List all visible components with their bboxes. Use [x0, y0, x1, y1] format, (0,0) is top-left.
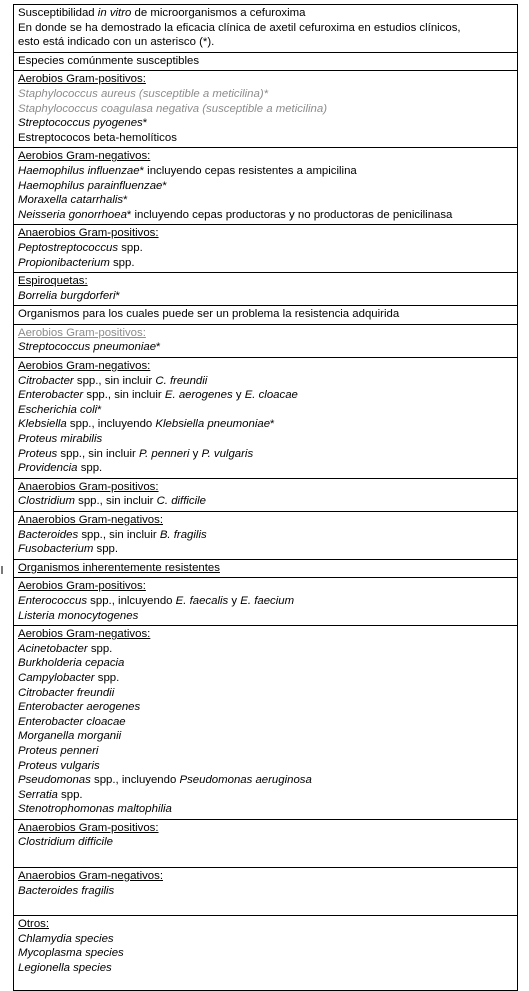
table-row [14, 916, 517, 990]
organism-name: Proteus vulgaris [18, 759, 100, 772]
table-line [18, 374, 514, 389]
organism-name: E. faecium [240, 594, 295, 607]
organism-name: Proteus penneri [18, 744, 99, 757]
section-heading: Aerobios Gram-positivos: [18, 326, 146, 339]
organism-name: Bacteroides fragilis [18, 884, 115, 897]
margin-change-bar [1, 566, 3, 574]
table-row [14, 626, 517, 820]
section-heading: Espiroquetas: [18, 275, 88, 288]
organism-name: Streptococcus pyogenes [18, 117, 143, 130]
text-run: * [97, 403, 102, 416]
organism-name: Fusobacterium [18, 543, 94, 556]
section-heading: Aerobios Gram-positivos: [18, 73, 146, 86]
table-line [18, 102, 514, 117]
table-line [18, 642, 514, 657]
section-heading: Organismos inherentemente resistentes [18, 561, 220, 574]
text-run: spp. [77, 462, 103, 475]
organism-name: Acinetobacter [18, 642, 88, 655]
table-row [14, 273, 517, 306]
table-line [18, 274, 514, 289]
table-row [14, 868, 517, 916]
table-line [18, 513, 514, 528]
table-line [18, 226, 514, 241]
text-run: spp., inlcuyendo [87, 594, 176, 607]
table-line [18, 884, 514, 899]
organism-name: B. fragilis [159, 528, 207, 541]
table-line [18, 289, 514, 304]
organism-name: Campylobacter [18, 671, 95, 684]
table-line [18, 359, 514, 374]
text-run: En donde se ha demostrado la eficacia clínica de axetil cefuroxima en estudios clínicos, [18, 21, 461, 34]
text-run: * [115, 289, 120, 302]
organism-name: Klebsiella pneumoniae [155, 418, 271, 431]
text-run: * [123, 194, 128, 207]
table-line [18, 208, 514, 223]
section-heading: Aerobios Gram-negativos: [18, 150, 151, 163]
table-line [18, 256, 514, 271]
section-heading: Anaerobios Gram-positivos: [18, 821, 159, 834]
table-line [18, 869, 514, 884]
organism-name: Staphylococcus aureus (susceptible a meticilina)* [18, 87, 269, 100]
section-heading: Anaerobios Gram-negativos: [18, 870, 163, 883]
table-line [18, 432, 514, 447]
organism-name: Burkholderia cepacia [18, 657, 125, 670]
organism-name: Escherichia coli [18, 403, 98, 416]
text-run: Susceptibilidad [18, 7, 98, 19]
table-line [18, 946, 514, 961]
table-line [18, 307, 514, 322]
table-line [18, 528, 514, 543]
organism-name: Listeria monocytogenes [18, 609, 139, 622]
organism-name: E. faecalis [175, 594, 229, 607]
table-line [18, 627, 514, 642]
table-line [18, 241, 514, 256]
text-run: spp. [93, 543, 119, 556]
text-run: y [189, 447, 202, 460]
table-line [18, 656, 514, 671]
text-run: * [162, 179, 167, 192]
table-line [18, 417, 514, 432]
table-line [18, 494, 514, 509]
text-run: esto está indicado con un asterisco (*). [18, 36, 215, 49]
table-row [14, 358, 517, 479]
organism-name: Klebsiella [18, 418, 67, 431]
table-line [18, 609, 514, 624]
text-run: spp., incluyendo [90, 774, 180, 787]
organism-name: C. freundii [155, 374, 208, 387]
table-line [18, 594, 514, 609]
text-run: spp., sin incluir [74, 495, 157, 508]
table-row [14, 71, 517, 148]
text-run: de microorganismos a cefuroxima [131, 7, 306, 19]
organism-name: Propionibacterium [18, 256, 110, 269]
organism-name: Morganella morganii [18, 730, 122, 743]
table-line [18, 461, 514, 476]
table-row [14, 53, 517, 72]
table-line [18, 179, 514, 194]
text-run: * incluyendo cepas resistentes a ampicilina [139, 164, 357, 177]
table-row [14, 820, 517, 868]
organism-name: Bacteroides [18, 528, 79, 541]
table-line [18, 579, 514, 594]
table-line [18, 164, 514, 179]
organism-name: Moraxella catarrhalis [18, 194, 124, 207]
susceptibility-table [13, 4, 518, 991]
organism-name: Pseudomonas aeruginosa [179, 774, 312, 787]
organism-name: Enterobacter cloacae [18, 715, 126, 728]
table-line [18, 802, 514, 817]
table-line [18, 35, 514, 50]
organism-name: C. difficile [156, 495, 207, 508]
organism-name: Proteus mirabilis [18, 433, 103, 446]
text-run: Organismos para los cuales puede ser un problema la resistencia adquirida [18, 308, 400, 321]
organism-name: Borrelia burgdorferi [18, 289, 116, 302]
organism-name: in vitro [97, 7, 132, 19]
text-run: spp. [87, 642, 113, 655]
organism-name: Legionella species [18, 962, 112, 975]
table-line [18, 686, 514, 701]
organism-name: Pseudomonas [18, 774, 91, 787]
organism-name: Providencia [18, 462, 78, 475]
organism-name: Clostridium [18, 495, 75, 508]
organism-name: Serratia [18, 788, 58, 801]
table-row [14, 306, 517, 325]
table-line [18, 116, 514, 131]
section-heading: Anaerobios Gram-negativos: [18, 514, 163, 526]
table-line [18, 6, 514, 21]
table-line [18, 729, 514, 744]
table-line [18, 131, 514, 146]
table-line [18, 759, 514, 774]
table-row [14, 578, 517, 626]
section-heading: Otros: [18, 918, 50, 931]
table-row [14, 560, 517, 579]
text-run: * [270, 418, 275, 431]
organism-name: Proteus [18, 447, 58, 460]
table-line [18, 193, 514, 208]
table-line [18, 744, 514, 759]
table-line [18, 340, 514, 355]
text-run: spp., sin incluir [73, 374, 156, 387]
table-line [18, 821, 514, 836]
table-line [18, 788, 514, 803]
table-line [18, 403, 514, 418]
table-line [18, 54, 514, 69]
organism-name: E. cloacae [244, 389, 298, 402]
table-line [18, 480, 514, 495]
organism-name: Stenotrophomonas maltophilia [18, 803, 172, 816]
text-run: y [232, 389, 245, 402]
table-row [14, 225, 517, 273]
organism-name: Enterobacter aerogenes [18, 701, 141, 714]
text-run: spp. [109, 256, 135, 269]
table-line [18, 715, 514, 730]
table-line [18, 773, 514, 788]
organism-name: Haemophilus influenzae [18, 164, 140, 177]
table-line [18, 932, 514, 947]
organism-name: Mycoplasma species [18, 947, 124, 960]
text-run: spp. [57, 788, 83, 801]
table-line [18, 388, 514, 403]
table-line [18, 917, 514, 932]
text-run: spp., sin incluir [57, 447, 139, 460]
organism-name: Chlamydia species [18, 932, 114, 945]
text-run: * [142, 117, 148, 130]
table-line [18, 21, 514, 36]
table-line [18, 542, 514, 557]
table-row [14, 5, 517, 53]
text-run: Especies comúnmente susceptibles [18, 54, 200, 67]
table-line [18, 671, 514, 686]
table-line [18, 961, 514, 976]
text-run: * incluyendo cepas productoras y no productoras de penicilinasa [126, 208, 453, 221]
table-row [14, 512, 517, 560]
table-row [14, 148, 517, 225]
organism-name: Neisseria gonorrhoea [18, 208, 127, 221]
organism-name: E. aerogenes [164, 389, 233, 402]
organism-name: P. vulgaris [201, 447, 254, 460]
table-line [18, 72, 514, 87]
text-run: spp. [118, 241, 143, 254]
table-line [18, 700, 514, 715]
text-run: y [228, 594, 241, 607]
organism-name: Peptostreptococcus [18, 241, 119, 254]
organism-name: Streptococcus pneumoniae [18, 341, 157, 354]
organism-name: Clostridium difficile [18, 836, 113, 849]
text-run: spp. [94, 671, 120, 684]
section-heading: Aerobios Gram-negativos: [18, 628, 151, 641]
section-heading: Anaerobios Gram-positivos: [18, 480, 159, 493]
organism-name: Haemophilus parainfluenzae [18, 179, 163, 192]
text-run: spp., incluyendo [66, 418, 156, 431]
text-run: * [156, 341, 161, 354]
table-line [18, 326, 514, 341]
section-heading: Aerobios Gram-negativos: [18, 360, 151, 373]
organism-name: Citrobacter [18, 374, 74, 387]
section-heading: Aerobios Gram-positivos: [18, 580, 146, 593]
table-line [18, 447, 514, 462]
table-row [14, 479, 517, 512]
table-line [18, 149, 514, 164]
organism-name: Enterobacter [18, 389, 84, 402]
table-line [18, 561, 514, 576]
table-line [18, 87, 514, 102]
text-run: spp., sin incluir [83, 389, 165, 402]
table-line [18, 835, 514, 850]
text-run: Estreptococos beta-hemolíticos [18, 131, 177, 144]
section-heading: Anaerobios Gram-positivos: [18, 227, 159, 240]
organism-name: P. penneri [138, 447, 190, 460]
organism-name: Staphylococcus coagulasa negativa (susceptible a meticilina) [18, 102, 327, 115]
organism-name: Citrobacter freundii [18, 686, 115, 699]
organism-name: Enterococcus [18, 594, 88, 607]
table-row [14, 325, 517, 358]
text-run: spp., sin incluir [78, 528, 160, 541]
